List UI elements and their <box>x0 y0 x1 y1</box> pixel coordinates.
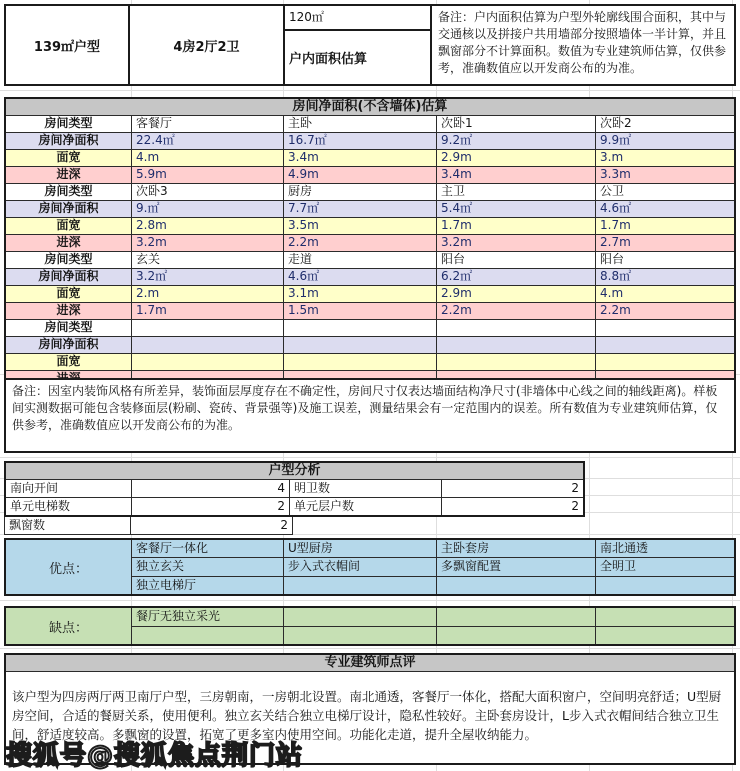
row-label: 进深 <box>6 303 132 319</box>
room-cell: 1.7m <box>132 303 284 319</box>
analysis-label: 单元层户数 <box>290 498 442 515</box>
room-cell: 阳台 <box>600 252 625 266</box>
room-row-areas <box>6 133 734 150</box>
room-cell: 2.9m <box>437 286 596 302</box>
room-cell <box>284 354 437 370</box>
room-row-areas <box>6 337 734 354</box>
cons-item <box>132 627 284 645</box>
room-row-areas <box>6 201 734 218</box>
room-cell <box>284 337 437 353</box>
analysis-title: 户型分析 <box>6 463 583 480</box>
row-label: 面宽 <box>6 218 132 234</box>
analysis-value: 2 <box>280 518 288 532</box>
row-label: 进深 <box>6 167 132 183</box>
pros-item: 客餐厅一体化 <box>132 540 284 557</box>
room-cell: 主卧 <box>284 116 437 132</box>
pros-label: 优点： <box>6 540 132 594</box>
room-cell: 2.9m <box>437 150 596 166</box>
room-row-types <box>6 320 734 337</box>
pros-row <box>132 577 734 594</box>
room-cell <box>437 354 596 370</box>
room-cell: 3.4m <box>437 167 596 183</box>
pros-item: 步入式衣帽间 <box>284 558 437 575</box>
pros-item <box>284 577 437 594</box>
room-area-table <box>4 97 736 389</box>
room-cell: 6.2㎡ <box>437 269 596 285</box>
room-row-depths <box>6 303 734 320</box>
top-remark-text: 备注：户内面积估算为户型外轮廓线围合面积，其中与交通核以及拼接户共用墙部分按照墙体一半计算，并且飘窗部分不计算面积。数值为专业建筑师估算，仅供参考，准确数值应以开发商公布的为准。 <box>438 10 727 75</box>
cons-row <box>132 627 734 645</box>
room-cell: 3.2m <box>132 235 284 251</box>
row-label: 房间净面积 <box>6 337 132 353</box>
room-cell: 1.5m <box>284 303 437 319</box>
cons-grid <box>132 608 734 644</box>
room-cell: 玄关 <box>132 252 284 268</box>
room-cell: 3.2㎡ <box>132 269 284 285</box>
room-cell: 客餐厅 <box>132 116 284 132</box>
room-cell: 公卫 <box>600 184 625 198</box>
room-cell: 2.m <box>132 286 284 302</box>
room-cell: 16.7㎡ <box>284 133 437 149</box>
room-cell: 3.3m <box>600 167 631 181</box>
analysis-table <box>4 461 585 517</box>
pros-row <box>132 540 734 558</box>
pros-item: 多飘窗配置 <box>437 558 596 575</box>
cons-row <box>132 608 734 627</box>
room-cell: 4.9m <box>284 167 437 183</box>
analysis-value: 2 <box>571 499 579 513</box>
room-cell: 3.5m <box>284 218 437 234</box>
room-cell: 3.m <box>600 150 624 164</box>
cons-label: 缺点： <box>6 608 132 644</box>
room-cell: 9.2㎡ <box>437 133 596 149</box>
room-cell <box>132 337 284 353</box>
analysis-rows <box>6 480 583 515</box>
grid-line <box>0 90 740 91</box>
room-row-types <box>6 184 734 201</box>
room-cell: 9.9㎡ <box>600 133 632 147</box>
room-cell: 22.4㎡ <box>132 133 284 149</box>
cons-item: 餐厅无独立采光 <box>132 608 284 626</box>
room-cell <box>596 337 734 353</box>
room-cell <box>437 337 596 353</box>
room-cell: 8.8㎡ <box>600 269 632 283</box>
review-body: 该户型为四房两厅两卫南厅户型，三房朝南，一房朝北设置。南北通透，客餐厅一体化，搭配大面积窗户，空间明亮舒适；U型厨房空间，合适的餐厨关系，使用便利。独立玄关结合独立电梯厅设计，隐私性较好。主卧套房设计，L步入式衣帽间结合独立卫生间，舒适度较高。多飘窗的设置，拓宽了更多室内使用空间。功能化走道，提升全屋收纳能力。 <box>12 689 722 742</box>
room-row-types <box>6 116 734 133</box>
room-row-widths <box>6 150 734 167</box>
room-table-rows <box>6 116 734 387</box>
indoor-area-cell <box>285 6 432 84</box>
indoor-area-value: 120㎡ <box>285 6 430 31</box>
pros-item: 独立电梯厅 <box>132 577 284 594</box>
top-summary-table <box>4 4 736 86</box>
unit-size-cell: 139㎡户型 <box>6 6 130 84</box>
room-cell <box>132 354 284 370</box>
cons-item <box>284 627 437 645</box>
room-cell: 2.8m <box>132 218 284 234</box>
room-cell <box>596 354 734 370</box>
room-cell: 次卧2 <box>600 116 632 130</box>
analysis-row <box>6 498 583 515</box>
room-cell: 阳台 <box>437 252 596 268</box>
room-cell: 5.4㎡ <box>437 201 596 217</box>
room-cell <box>596 320 734 336</box>
pros-row <box>132 558 734 576</box>
indoor-area-label: 户内面积估算 <box>289 52 368 67</box>
analysis-label: 飘窗数 <box>5 517 131 534</box>
room-cell: 3.2m <box>437 235 596 251</box>
room-cell: 厨房 <box>284 184 437 200</box>
room-cell: 7.7㎡ <box>284 201 437 217</box>
room-cell: 3.4m <box>284 150 437 166</box>
row-label: 面宽 <box>6 354 132 370</box>
room-cell: 4.6㎡ <box>284 269 437 285</box>
room-table-title: 房间净面积(不含墙体)估算 <box>6 99 734 116</box>
room-cell: 2.7m <box>600 235 631 249</box>
analysis-label: 南向开间 <box>6 480 132 497</box>
grid-line <box>0 648 740 649</box>
room-cell: 1.7m <box>600 218 631 232</box>
cons-item <box>284 608 437 626</box>
pros-table <box>4 538 736 596</box>
layout-cell: 4房2厅2卫 <box>130 6 285 84</box>
room-cell <box>284 320 437 336</box>
remark-note: 备注：因室内装饰风格有所差异，装饰面层厚度存在不确定性，房间尺寸仅表达墙面结构净尺寸(非墙体中心线之间的轴线距离)。样板间实测数据可能包含装修面层(粉刷、瓷砖、背景强等)及施工误差，测量结果会有一定范围内的误差。所有数值为专业建筑师估算，仅供参考，准确数值应以开发商公布的为准。 <box>4 378 736 453</box>
cons-item <box>596 627 734 645</box>
room-cell: 主卫 <box>437 184 596 200</box>
room-cell: 4.m <box>600 286 624 300</box>
pros-item: U型厨房 <box>284 540 437 557</box>
room-cell: 2.2m <box>437 303 596 319</box>
analysis-value: 4 <box>132 480 290 497</box>
row-label: 面宽 <box>6 286 132 302</box>
row-label: 房间类型 <box>6 116 132 132</box>
analysis-label: 明卫数 <box>290 480 442 497</box>
room-row-widths <box>6 286 734 303</box>
room-cell: 4.m <box>132 150 284 166</box>
pros-item <box>596 577 734 594</box>
row-label: 进深 <box>6 235 132 251</box>
room-row-types <box>6 252 734 269</box>
room-row-widths <box>6 354 734 371</box>
analysis-baywindow-row <box>4 517 293 535</box>
room-cell <box>132 320 284 336</box>
pros-item: 主卧套房 <box>437 540 596 557</box>
room-cell <box>437 320 596 336</box>
row-label: 房间类型 <box>6 320 132 336</box>
room-cell: 2.2m <box>600 303 631 317</box>
pros-grid <box>132 540 734 594</box>
pros-item: 南北通透 <box>600 541 649 555</box>
row-label: 房间类型 <box>6 184 132 200</box>
analysis-row <box>6 480 583 498</box>
watermark: 搜狐号@搜狐焦点荆门站 <box>6 741 304 771</box>
row-label: 房间类型 <box>6 252 132 268</box>
analysis-value: 2 <box>571 481 579 495</box>
review-title: 专业建筑师点评 <box>6 655 734 672</box>
room-cell: 4.6㎡ <box>600 201 632 215</box>
pros-item: 独立玄关 <box>132 558 284 575</box>
room-row-widths <box>6 218 734 235</box>
room-cell: 5.9m <box>132 167 284 183</box>
room-row-depths <box>6 235 734 252</box>
room-cell: 次卧1 <box>437 116 596 132</box>
room-cell: 9.㎡ <box>132 201 284 217</box>
pros-item: 全明卫 <box>600 559 637 574</box>
row-label: 面宽 <box>6 150 132 166</box>
row-label: 房间净面积 <box>6 201 132 217</box>
room-cell: 3.1m <box>284 286 437 302</box>
cons-item <box>437 608 596 626</box>
cons-item <box>437 627 596 645</box>
analysis-label: 单元电梯数 <box>6 498 132 515</box>
room-cell: 次卧3 <box>132 184 284 200</box>
room-cell: 1.7m <box>437 218 596 234</box>
grid-line <box>0 600 740 601</box>
room-row-depths <box>6 167 734 184</box>
grid-line <box>0 457 740 458</box>
analysis-value: 2 <box>132 498 290 515</box>
row-label: 房间净面积 <box>6 269 132 285</box>
pros-item <box>437 577 596 594</box>
room-cell: 2.2m <box>284 235 437 251</box>
room-row-areas <box>6 269 734 286</box>
cons-table <box>4 606 736 646</box>
row-label: 房间净面积 <box>6 133 132 149</box>
room-cell: 走道 <box>284 252 437 268</box>
cons-item <box>596 608 734 626</box>
